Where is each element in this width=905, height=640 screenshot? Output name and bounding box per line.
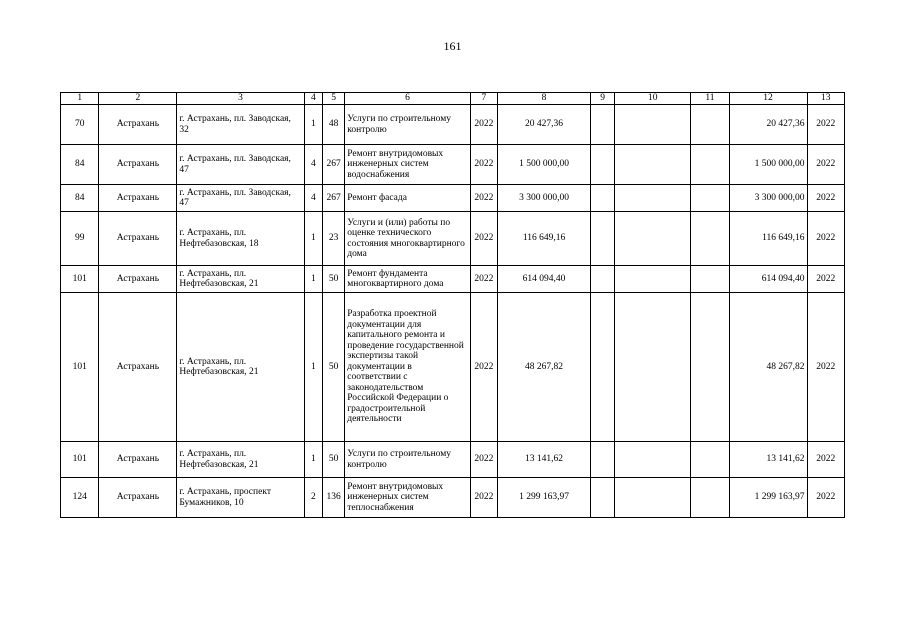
- col-11-cell: [691, 145, 729, 185]
- col-9-cell: [591, 442, 615, 478]
- col-9-cell: [591, 478, 615, 518]
- entrances-cell: 4: [304, 185, 322, 212]
- row-number-cell: 101: [61, 266, 99, 293]
- cost-cell: 1 500 000,00: [497, 145, 590, 185]
- work-type-cell: Ремонт фундамента многоквартирного дома: [345, 266, 470, 293]
- apartments-cell: 50: [322, 266, 344, 293]
- entrances-cell: 1: [304, 442, 322, 478]
- work-type-cell: Разработка проектной документации для капитального ремонта и проведение государственной экспертизы такой документации в соответствии с законодательством Российской Федерации о градостроительной деятельности: [345, 293, 470, 442]
- municipality-cell: Астрахань: [99, 478, 177, 518]
- col-9-cell: [591, 293, 615, 442]
- col-10-cell: [615, 266, 691, 293]
- column-header: 11: [691, 93, 729, 105]
- col-11-cell: [691, 105, 729, 145]
- year-cell: 2022: [807, 105, 845, 145]
- col-9-cell: [591, 185, 615, 212]
- address-cell: г. Астрахань, пл. Заводская, 47: [177, 145, 304, 185]
- plan-year-cell: 2022: [470, 266, 497, 293]
- plan-year-cell: 2022: [470, 212, 497, 266]
- row-number-cell: 84: [61, 145, 99, 185]
- cost-cell: 116 649,16: [497, 212, 590, 266]
- address-cell: г. Астрахань, пл. Нефтебазовская, 21: [177, 442, 304, 478]
- municipality-cell: Астрахань: [99, 266, 177, 293]
- municipality-cell: Астрахань: [99, 105, 177, 145]
- address-cell: г. Астрахань, пл. Нефтебазовская, 21: [177, 266, 304, 293]
- table-row: [61, 185, 845, 212]
- year-cell: 2022: [807, 442, 845, 478]
- year-cell: 2022: [807, 185, 845, 212]
- entrances-cell: 2: [304, 478, 322, 518]
- column-header: 4: [304, 93, 322, 105]
- col-10-cell: [615, 293, 691, 442]
- year-cell: 2022: [807, 212, 845, 266]
- address-cell: г. Астрахань, пл. Нефтебазовская, 18: [177, 212, 304, 266]
- column-header: 8: [497, 93, 590, 105]
- column-header: 3: [177, 93, 304, 105]
- row-number-cell: 124: [61, 478, 99, 518]
- apartments-cell: 136: [322, 478, 344, 518]
- plan-year-cell: 2022: [470, 185, 497, 212]
- entrances-cell: 1: [304, 293, 322, 442]
- cost-cell: 13 141,62: [497, 442, 590, 478]
- plan-year-cell: 2022: [470, 145, 497, 185]
- col-11-cell: [691, 185, 729, 212]
- column-header: 7: [470, 93, 497, 105]
- col-10-cell: [615, 478, 691, 518]
- table-row: [61, 145, 845, 185]
- total-cell: 614 094,40: [729, 266, 807, 293]
- municipality-cell: Астрахань: [99, 185, 177, 212]
- col-10-cell: [615, 212, 691, 266]
- total-cell: 116 649,16: [729, 212, 807, 266]
- year-cell: 2022: [807, 266, 845, 293]
- column-header: 1: [61, 93, 99, 105]
- total-cell: 48 267,82: [729, 293, 807, 442]
- row-number-cell: 70: [61, 105, 99, 145]
- col-10-cell: [615, 105, 691, 145]
- apartments-cell: 23: [322, 212, 344, 266]
- col-10-cell: [615, 185, 691, 212]
- column-header: 12: [729, 93, 807, 105]
- address-cell: г. Астрахань, пл. Нефтебазовская, 21: [177, 293, 304, 442]
- plan-year-cell: 2022: [470, 105, 497, 145]
- column-header: 6: [345, 93, 470, 105]
- apartments-cell: 267: [322, 145, 344, 185]
- total-cell: 13 141,62: [729, 442, 807, 478]
- work-type-cell: Услуги по строительному контролю: [345, 442, 470, 478]
- col-11-cell: [691, 442, 729, 478]
- municipality-cell: Астрахань: [99, 293, 177, 442]
- year-cell: 2022: [807, 293, 845, 442]
- col-9-cell: [591, 212, 615, 266]
- row-number-cell: 84: [61, 185, 99, 212]
- entrances-cell: 4: [304, 145, 322, 185]
- total-cell: 1 500 000,00: [729, 145, 807, 185]
- row-number-cell: 101: [61, 293, 99, 442]
- entrances-cell: 1: [304, 105, 322, 145]
- page-number: 161: [443, 39, 462, 53]
- col-10-cell: [615, 442, 691, 478]
- work-type-cell: Ремонт внутридомовых инженерных систем водоснабжения: [345, 145, 470, 185]
- year-cell: 2022: [807, 145, 845, 185]
- address-cell: г. Астрахань, пл. Заводская, 32: [177, 105, 304, 145]
- work-type-cell: Ремонт фасада: [345, 185, 470, 212]
- cost-cell: 3 300 000,00: [497, 185, 590, 212]
- cost-cell: 20 427,36: [497, 105, 590, 145]
- table-row: [61, 293, 845, 442]
- capital-repair-table: [60, 92, 845, 518]
- col-11-cell: [691, 266, 729, 293]
- table-row: [61, 266, 845, 293]
- total-cell: 3 300 000,00: [729, 185, 807, 212]
- address-cell: г. Астрахань, проспект Бумажников, 10: [177, 478, 304, 518]
- col-10-cell: [615, 145, 691, 185]
- column-number-row: [61, 93, 845, 105]
- address-cell: г. Астрахань, пл. Заводская, 47: [177, 185, 304, 212]
- work-type-cell: Услуги по строительному контролю: [345, 105, 470, 145]
- table-row: [61, 478, 845, 518]
- apartments-cell: 50: [322, 293, 344, 442]
- cost-cell: 48 267,82: [497, 293, 590, 442]
- year-cell: 2022: [807, 478, 845, 518]
- municipality-cell: Астрахань: [99, 212, 177, 266]
- col-11-cell: [691, 212, 729, 266]
- table-row: [61, 105, 845, 145]
- row-number-cell: 99: [61, 212, 99, 266]
- entrances-cell: 1: [304, 266, 322, 293]
- work-type-cell: Ремонт внутридомовых инженерных систем теплоснабжения: [345, 478, 470, 518]
- column-header: 2: [99, 93, 177, 105]
- column-header: 10: [615, 93, 691, 105]
- total-cell: 20 427,36: [729, 105, 807, 145]
- total-cell: 1 299 163,97: [729, 478, 807, 518]
- cost-cell: 1 299 163,97: [497, 478, 590, 518]
- plan-year-cell: 2022: [470, 442, 497, 478]
- plan-year-cell: 2022: [470, 478, 497, 518]
- column-header: 13: [807, 93, 845, 105]
- municipality-cell: Астрахань: [99, 145, 177, 185]
- apartments-cell: 50: [322, 442, 344, 478]
- municipality-cell: Астрахань: [99, 442, 177, 478]
- plan-year-cell: 2022: [470, 293, 497, 442]
- col-9-cell: [591, 145, 615, 185]
- column-header: 9: [591, 93, 615, 105]
- apartments-cell: 267: [322, 185, 344, 212]
- col-11-cell: [691, 293, 729, 442]
- entrances-cell: 1: [304, 212, 322, 266]
- col-9-cell: [591, 266, 615, 293]
- table-row: [61, 212, 845, 266]
- apartments-cell: 48: [322, 105, 344, 145]
- col-11-cell: [691, 478, 729, 518]
- cost-cell: 614 094,40: [497, 266, 590, 293]
- col-9-cell: [591, 105, 615, 145]
- column-header: 5: [322, 93, 344, 105]
- table-row: [61, 442, 845, 478]
- row-number-cell: 101: [61, 442, 99, 478]
- work-type-cell: Услуги и (или) работы по оценке технического состояния многоквартирного дома: [345, 212, 470, 266]
